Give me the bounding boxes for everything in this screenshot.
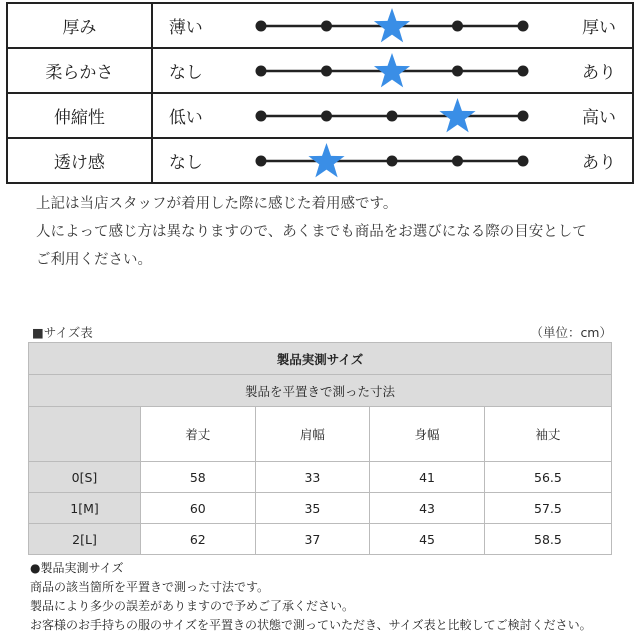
size-cell: 60 [141,493,256,524]
feel-table [6,2,634,184]
star-icon [374,8,410,42]
scale-dot [321,111,332,122]
note-line-1: 上記は当店スタッフが着用した際に感じた着用感です。 [36,196,398,212]
feel-scale-graphic [229,95,555,136]
feel-note [36,190,587,274]
feel-scale-graphic [229,50,555,91]
scale-dot [452,21,463,32]
size-cell: 41 [370,462,485,493]
size-col-header: 肩幅 [255,407,370,462]
size-table-unit: （単位：cm） [530,325,612,340]
feel-high-label: 高い [555,93,633,138]
size-label: 2[L] [29,524,141,555]
size-table [28,342,612,555]
feel-low-label: 薄い [152,3,230,48]
scale-dot [518,21,529,32]
feel-low-label: なし [152,138,230,183]
scale-dot [518,156,529,167]
size-cell: 56.5 [484,462,611,493]
feel-scale-graphic [229,5,555,46]
size-col-header: 着丈 [141,407,256,462]
scale-dot [518,111,529,122]
scale-dot [256,66,267,77]
feel-scale [229,93,555,138]
feel-row [7,93,633,138]
size-table-header [32,323,612,341]
feel-row [7,138,633,183]
feel-low-label: 低い [152,93,230,138]
size-col-header: 袖丈 [484,407,611,462]
size-row [29,493,612,524]
star-icon [440,98,476,132]
scale-dot [387,111,398,122]
scale-dot [256,156,267,167]
size-cell: 62 [141,524,256,555]
star-icon [309,143,345,177]
feel-high-label: あり [555,138,633,183]
feel-attr: 透け感 [7,138,152,183]
feel-row [7,3,633,48]
feel-scale [229,3,555,48]
feel-scale-graphic [229,140,555,181]
note-line-2: 人によって感じ方は異なりますので、あくまでも商品をお選びになる際の目安として [36,224,587,240]
scale-dot [321,21,332,32]
size-header-blank [29,407,141,462]
feel-row [7,48,633,93]
footnote-line: 商品の該当箇所を平置きで測った寸法です。 [30,580,270,594]
size-cell: 58 [141,462,256,493]
footnote-line: お客様のお手持ちの服のサイズを平置きの状態で測っていただき、サイズ表と比較してご検討ください。 [30,618,592,632]
size-label: 0[S] [29,462,141,493]
scale-dot [256,111,267,122]
scale-dot [321,66,332,77]
size-row [29,524,612,555]
footnote [30,559,592,635]
scale-dot [452,66,463,77]
size-cell: 35 [255,493,370,524]
footnote-title: ●製品実測サイズ [30,561,124,575]
size-label: 1[M] [29,493,141,524]
feel-high-label: 厚い [555,3,633,48]
size-cell: 43 [370,493,485,524]
scale-dot [518,66,529,77]
scale-dot [387,156,398,167]
scale-dot [452,156,463,167]
size-table-label: ■サイズ表 [32,325,93,340]
feel-attr: 厚み [7,3,152,48]
size-cell: 57.5 [484,493,611,524]
size-cell: 33 [255,462,370,493]
size-row [29,462,612,493]
note-line-3: ご利用ください。 [36,252,152,268]
feel-low-label: なし [152,48,230,93]
size-cell: 45 [370,524,485,555]
size-cell: 58.5 [484,524,611,555]
size-table-title: 製品実測サイズ [29,343,612,375]
size-col-header: 身幅 [370,407,485,462]
size-table-subtitle: 製品を平置きで測った寸法 [29,375,612,407]
star-icon [374,53,410,87]
size-cell: 37 [255,524,370,555]
feel-high-label: あり [555,48,633,93]
feel-scale [229,48,555,93]
footnote-line: 製品により多少の誤差がありますので予めご了承ください。 [30,599,355,613]
feel-attr: 柔らかさ [7,48,152,93]
scale-dot [256,21,267,32]
feel-attr: 伸縮性 [7,93,152,138]
feel-scale [229,138,555,183]
